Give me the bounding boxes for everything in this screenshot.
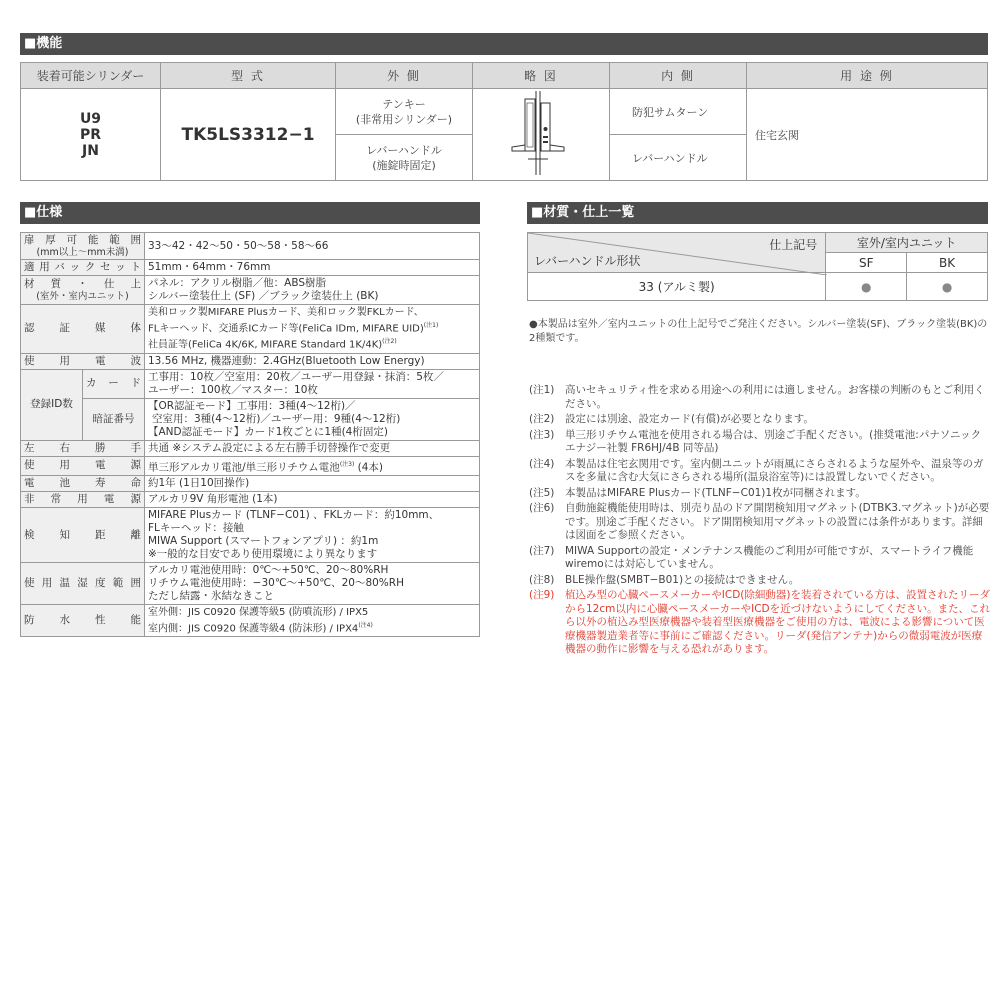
backset-value: 51mm・64mm・76mm <box>145 260 480 276</box>
availability-bk: ● <box>907 273 988 301</box>
usage-example: 住宅玄関 <box>747 89 988 181</box>
spec-row-radio <box>21 353 480 369</box>
radio-value: 13.56 MHz, 機器連動：2.4GHz(Bluetooth Low Energy) <box>145 353 480 369</box>
note-4: (注4) 本製品は住宅玄関用です。室内側ユニットが雨風にさらされるような屋外や、温泉等のガスを多量に含む大気にさらされる場所(温泉浴室等)には設置しないでください。 <box>529 457 984 483</box>
outside-keypad <box>336 89 473 135</box>
note-7: (注7) MIWA Supportの設定・メンテナンス機能のご利用が可能ですが、スマートライフ機能wiremoには対応していません。 <box>529 544 974 570</box>
unit-header: 室外/室内ユニット <box>826 233 988 253</box>
spec-row-waterproof <box>21 605 480 637</box>
waterproof-value-1: 室外側：JIS C0920 保護等級5 (防噴流形) / IPX5 <box>148 607 369 619</box>
material-sublabel: (室外・室内ユニット) <box>36 291 129 302</box>
spec-row-reg-pin <box>21 398 480 440</box>
spec-row-door-thickness <box>21 233 480 260</box>
reg-id-label: 登録ID数 <box>21 369 83 440</box>
material-label: 材質・仕上 <box>24 278 141 290</box>
emergency-power-label: 非常用電源 <box>21 492 145 508</box>
detect-value-3: MIWA Support (スマートフォンアプリ) ：約1m <box>148 535 379 548</box>
door-thickness-value: 33〜42・42〜50・50〜58・58〜66 <box>145 233 480 260</box>
spec-row-backset <box>21 260 480 276</box>
spec-row-temperature <box>21 563 480 605</box>
header-diagram: 略 図 <box>473 63 610 89</box>
card-value-2: ユーザー：100枚／マスター：10枚 <box>148 383 318 396</box>
note-1: (注1) 高いセキュリティ性を求める用途への利用には適しません。お客様の判断のもとご利用ください。 <box>529 384 985 410</box>
temperature-value-2: リチウム電池使用時：−30℃〜+50℃、20〜80%RH <box>148 577 404 590</box>
lock-diagram-icon <box>506 89 576 177</box>
pin-value-1: 【OR認証モード】工事用：3種(4〜12桁)／ <box>148 399 356 412</box>
spec-row-emergency-power <box>21 492 480 508</box>
header-model: 型 式 <box>161 63 336 89</box>
spec-row-material <box>21 276 480 305</box>
header-outside: 外 側 <box>336 63 473 89</box>
note-8: (注8) BLE操作盤(SMBT−B01)との接続はできません。 <box>529 573 800 586</box>
finish-code-sf: SF <box>826 253 907 273</box>
power-value: 単三形アルカリ電池/単三形リチウム電池 <box>148 461 340 474</box>
waterproof-label: 防水性能 <box>21 605 145 637</box>
outside-keypad-label: テンキー <box>382 97 426 111</box>
door-thickness-sublabel: (mm以上〜mm未満) <box>36 247 129 258</box>
spec-row-hand <box>21 440 480 456</box>
inside-thumbturn: 防犯サムターン <box>610 89 747 135</box>
material-value-panel: パネル：アクリル樹脂／他：ABS樹脂 <box>148 277 327 289</box>
pin-value-3: 【AND認証モード】カード1枚ごとに1種(4桁固定) <box>148 425 388 438</box>
detect-distance-label: 検知距離 <box>21 508 145 563</box>
spec-row-auth-media <box>21 305 480 354</box>
door-thickness-label: 扉厚可能範囲 <box>24 234 141 246</box>
function-section-title: ■機能 <box>20 33 988 55</box>
function-table <box>20 62 988 181</box>
outside-lever <box>336 135 473 181</box>
outside-keypad-sub: (非常用シリンダー) <box>355 112 453 126</box>
header-inside: 内 側 <box>610 63 747 89</box>
material-note: ●本製品は室外／室内ユニットの仕上記号でご発注ください。シルバー塗装(SF)、ブラック塗装(BK)の2種類です。 <box>529 319 988 344</box>
cylinder-jn: JN <box>82 142 99 159</box>
note-3: (注3) 単三形リチウム電池を使用される場合は、別途ご手配ください。(推奨電池:パナソニック エナジー社製 FR6HJ/4B 同等品) <box>529 428 982 454</box>
note-6: (注6) 自動施錠機能使用時は、別売り品のドア開閉検知用マグネット(DTBK3.マグネット)が必要です。別途ご手配ください。ドア開閉検知用マグネットの設置には条件があります。詳細は図面をご参照ください。 <box>529 502 990 541</box>
material-table <box>527 232 988 301</box>
cylinder-list <box>21 89 161 181</box>
model-number: TK5LS3312−1 <box>161 89 336 181</box>
function-header-row <box>21 63 988 89</box>
spec-row-reg-card <box>21 369 480 398</box>
spec-row-detect-distance <box>21 508 480 563</box>
lever-shape-33: 33 (アルミ製) <box>528 273 826 301</box>
spec-row-power <box>21 456 480 476</box>
waterproof-value-2: 室内側：JIS C0920 保護等級4 (防沫形) / IPX4 <box>148 623 359 635</box>
inside-lever: レバーハンドル <box>610 135 747 181</box>
auth-media-value-3: 社員証等(FeliCa 4K/6K, MIFARE Standard 1K/4K) <box>148 339 383 351</box>
material-value-finish: シルバー塗装仕上 (SF) ／ブラック塗装仕上 (BK) <box>148 290 379 302</box>
detect-value-1: MIFARE Plusカード (TLNF−C01) 、FKLカード：約10mm、 <box>148 509 440 522</box>
hand-value: 共通 ※システム設定による左右勝手切替操作で変更 <box>145 440 480 456</box>
battery-life-value: 約1年 (1日10回操作) <box>145 476 480 492</box>
material-section-title: ■材質・仕上一覧 <box>527 202 988 224</box>
auth-note-1: (注1) <box>423 322 439 329</box>
pin-label: 暗証番号 <box>83 398 145 440</box>
note-5: (注5) 本製品はMIFARE Plusカード(TLNF−C01)1枚が同梱されます。 <box>529 486 866 499</box>
card-label: カード <box>83 369 145 398</box>
header-cylinder: 装着可能シリンダー <box>21 63 161 89</box>
waterproof-note: (注4) <box>358 622 373 630</box>
material-diagonal-header <box>528 233 826 273</box>
finish-code-label: 仕上記号 <box>769 238 818 252</box>
note-9-warning: (注9) 植込み型の心臓ペースメーカーやICD(除細動器)を装着されている方は、設置されたリーダから12cm以内に心臓ペースメーカーやICDを近づけないようにしてください。また、これら以外の植込み型医療機器や装着型医療機器をご使用の方は、電波による影響について医療機器製造業者等に事前にご確認ください。リーダ(発信アンテナ)からの微弱電波が医療機器の動作に影響を与える恐れがあります。 <box>529 589 991 655</box>
auth-media-label: 認証媒体 <box>21 305 145 354</box>
radio-label: 使用電波 <box>21 353 145 369</box>
pin-value-2: 空室用：3種(4〜12桁)／ユーザー用：9種(4〜12桁) <box>152 412 401 425</box>
spec-section-title: ■仕様 <box>20 202 480 224</box>
detect-value-4: ※一般的な目安であり使用環境により異なります <box>148 548 378 561</box>
hand-label: 左右勝手 <box>21 440 145 456</box>
outside-lever-label: レバーハンドル <box>366 143 442 157</box>
notes-list <box>529 384 991 657</box>
spec-row-battery-life <box>21 476 480 492</box>
temperature-value-3: ただし結露・氷結なきこと <box>148 590 274 603</box>
power-label: 使用電源 <box>21 456 145 476</box>
detect-value-2: FLキーヘッド：接触 <box>148 522 244 535</box>
auth-note-2: (注2) <box>382 338 397 346</box>
power-count: (4本) <box>357 461 384 474</box>
header-usage: 用 途 例 <box>747 63 988 89</box>
temperature-value-1: アルカリ電池使用時：0℃〜+50℃、20〜80%RH <box>148 564 389 577</box>
power-note: (注3) <box>339 460 355 468</box>
battery-life-label: 電池寿命 <box>21 476 145 492</box>
auth-media-value-2: FLキーヘッド、交通系ICカード等(FeliCa IDm, MIFARE UID) <box>148 323 424 335</box>
lock-diagram <box>473 89 610 181</box>
cylinder-pr: PR <box>79 126 102 143</box>
temperature-label: 使用温湿度範囲 <box>21 563 145 605</box>
backset-label: 適用バックセット <box>21 260 145 276</box>
spec-table <box>20 232 480 637</box>
auth-media-value-1: 美和ロック製MIFARE Plusカード、美和ロック製FKLカード、 <box>148 307 424 318</box>
lever-shape-label: レバーハンドル形状 <box>534 254 641 268</box>
finish-code-bk: BK <box>907 253 988 273</box>
outside-lever-sub: (施錠時固定) <box>372 158 436 172</box>
availability-sf: ● <box>826 273 907 301</box>
card-value-1: 工事用：10枚／空室用：20枚／ユーザー用登録・抹消：5枚／ <box>148 370 444 383</box>
note-2: (注2) 設定には別途、設定カード(有償)が必要となります。 <box>529 413 814 425</box>
emergency-power-value: アルカリ9V 角形電池 (1本) <box>145 492 480 508</box>
cylinder-u9: U9 <box>79 110 102 127</box>
